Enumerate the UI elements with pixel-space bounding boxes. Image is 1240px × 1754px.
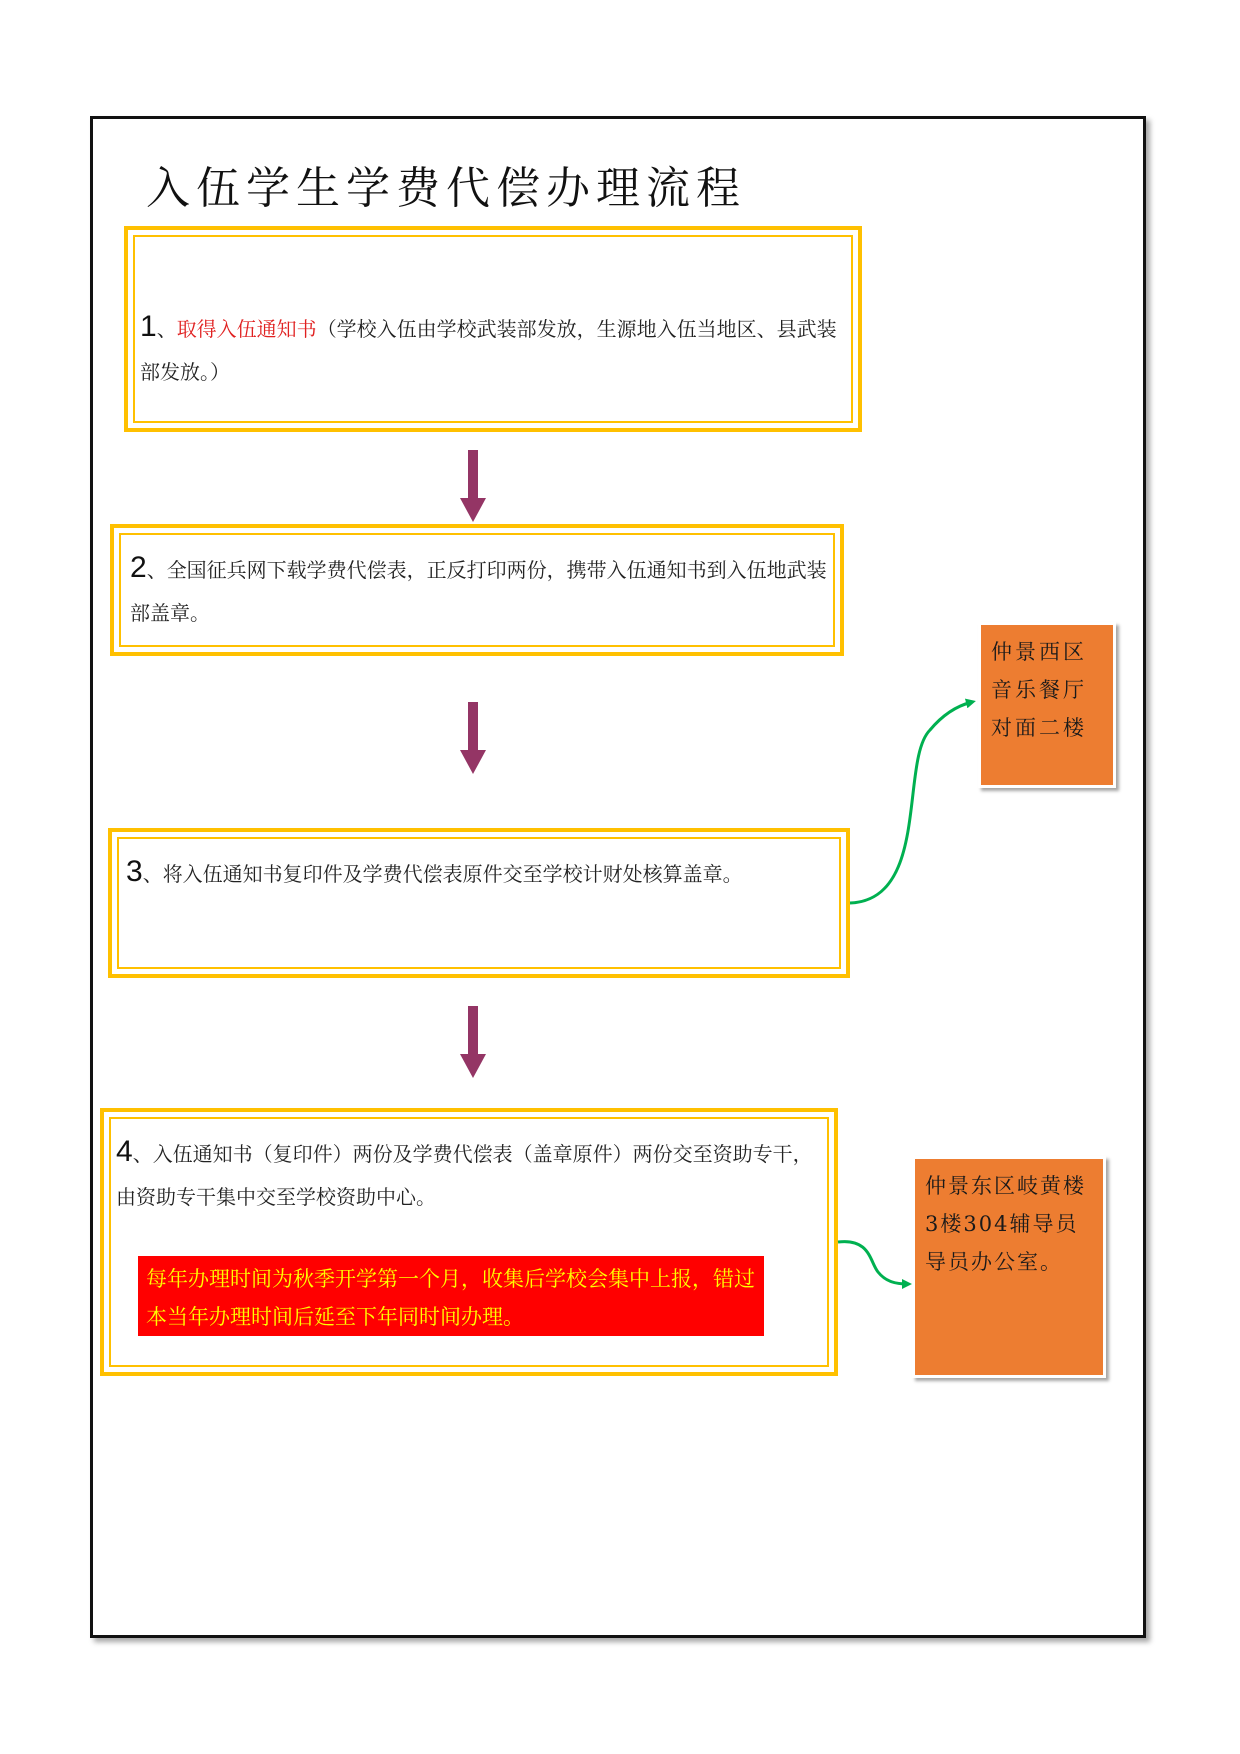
step-1-highlight: 取得入伍通知书 xyxy=(176,317,317,341)
step-2-text xyxy=(130,546,838,635)
step-2-separator: 、 xyxy=(146,558,167,582)
down-arrow-icon xyxy=(458,702,488,774)
step-3-detail: 将入伍通知书复印件及学费代偿表原件交至学校计财处核算盖章。 xyxy=(162,862,743,886)
step-3-text xyxy=(126,850,836,896)
step-2-number: 2 xyxy=(130,551,147,584)
step-1-detail: （学校入伍由学校武装部发放，生源地入伍当地区、县武装部发放。） xyxy=(140,317,837,384)
step-1-text xyxy=(140,305,852,394)
step-4-separator: 、 xyxy=(132,1142,153,1166)
down-arrow-icon xyxy=(458,1006,488,1078)
step-4-number: 4 xyxy=(116,1135,133,1168)
down-arrow-icon xyxy=(458,450,488,522)
location-west-box: 仲景西区音乐餐厅对面二楼 xyxy=(978,622,1116,788)
step-3-number: 3 xyxy=(126,855,143,888)
step-1-number: 1 xyxy=(140,310,157,343)
page-title: 入伍学生学费代偿办理流程 xyxy=(146,163,746,214)
step-3-separator: 、 xyxy=(142,862,163,886)
step-2-detail: 全国征兵网下载学费代偿表，正反打印两份，携带入伍通知书到入伍地武装部盖章。 xyxy=(130,558,827,625)
deadline-notice: 每年办理时间为秋季开学第一个月，收集后学校会集中上报，错过本当年办理时间后延至下年同时间办理。 xyxy=(138,1256,764,1336)
step-4-detail: 入伍通知书（复印件）两份及学费代偿表（盖章原件）两份交至资助专干，由资助专干集中交至学校资助中心。 xyxy=(116,1142,813,1209)
step-1-separator: 、 xyxy=(156,317,177,341)
step-4-text xyxy=(116,1130,828,1219)
location-east-box: 仲景东区岐黄楼3楼304辅导员导员办公室。 xyxy=(912,1156,1106,1378)
